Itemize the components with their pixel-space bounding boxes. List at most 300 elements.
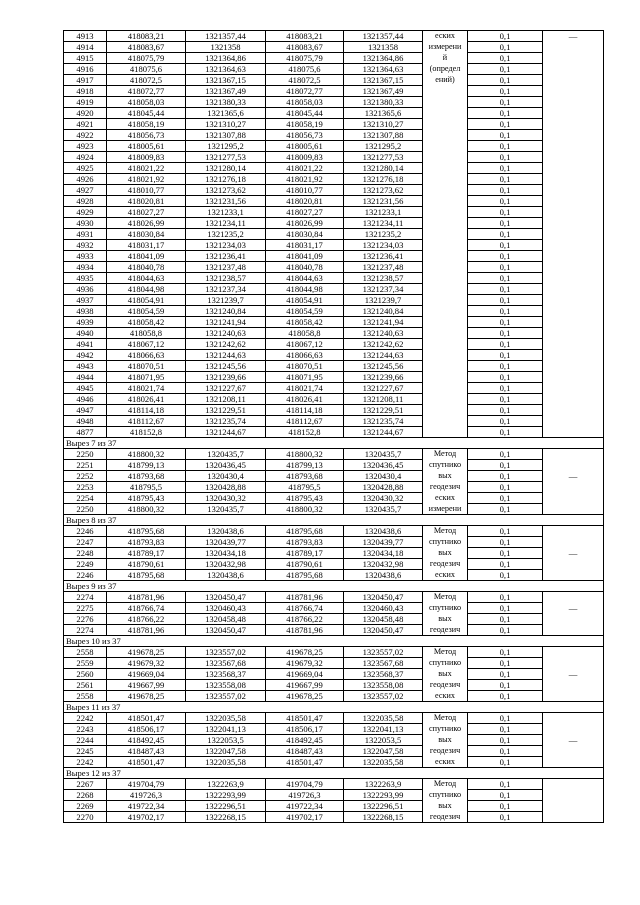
accuracy-value: 0,1	[468, 273, 543, 284]
table-row	[64, 526, 604, 537]
x-new: 418793,68	[266, 471, 344, 482]
note-cell	[543, 196, 604, 207]
point-number: 4927	[64, 185, 107, 196]
x-existing: 418054,91	[107, 295, 186, 306]
note-cell	[543, 790, 604, 801]
method-cell	[423, 339, 468, 350]
point-number: 4932	[64, 240, 107, 251]
x-existing: 418790,61	[107, 559, 186, 570]
x-existing: 418058,03	[107, 97, 186, 108]
y-existing: 1321244,63	[186, 350, 266, 361]
accuracy-value: 0,1	[468, 64, 543, 75]
table-row	[64, 295, 604, 306]
x-existing: 418058,42	[107, 317, 186, 328]
accuracy-value: 0,1	[468, 251, 543, 262]
method-cell	[423, 163, 468, 174]
accuracy-value: 0,1	[468, 141, 543, 152]
note-cell	[543, 460, 604, 471]
y-existing: 1322035,58	[186, 757, 266, 768]
y-existing: 1321240,63	[186, 328, 266, 339]
table-row	[64, 108, 604, 119]
y-existing: 1320438,6	[186, 526, 266, 537]
y-new: 1320435,7	[344, 504, 423, 515]
x-existing: 418044,63	[107, 273, 186, 284]
method-cell	[423, 317, 468, 328]
note-cell	[543, 416, 604, 427]
method-cell	[423, 97, 468, 108]
table-row	[64, 405, 604, 416]
table-row	[64, 53, 604, 64]
accuracy-value: 0,1	[468, 416, 543, 427]
x-existing: 419678,25	[107, 691, 186, 702]
note-cell	[543, 53, 604, 64]
note-cell	[543, 647, 604, 658]
table-row	[64, 493, 604, 504]
x-new: 418795,68	[266, 570, 344, 581]
method-cell	[423, 218, 468, 229]
point-number: 2561	[64, 680, 107, 691]
point-number: 4920	[64, 108, 107, 119]
y-new: 1321233,1	[344, 207, 423, 218]
point-number: 2270	[64, 812, 107, 823]
note-cell	[543, 493, 604, 504]
x-new: 418075,6	[266, 64, 344, 75]
method-cell: геодезич	[423, 812, 468, 823]
point-number: 2274	[64, 625, 107, 636]
point-number: 2248	[64, 548, 107, 559]
method-cell: Метод	[423, 647, 468, 658]
note-cell	[543, 273, 604, 284]
section-header-row	[64, 581, 604, 592]
point-number: 4934	[64, 262, 107, 273]
y-new: 1320438,6	[344, 526, 423, 537]
accuracy-value: 0,1	[468, 207, 543, 218]
y-existing: 1321364,63	[186, 64, 266, 75]
note-cell	[543, 240, 604, 251]
y-existing: 1323557,02	[186, 647, 266, 658]
table-row	[64, 416, 604, 427]
y-existing: 1320460,43	[186, 603, 266, 614]
accuracy-value: 0,1	[468, 757, 543, 768]
accuracy-value: 0,1	[468, 383, 543, 394]
x-existing: 418793,83	[107, 537, 186, 548]
accuracy-value: 0,1	[468, 691, 543, 702]
table-row	[64, 592, 604, 603]
note-cell	[543, 350, 604, 361]
y-new: 1321367,49	[344, 86, 423, 97]
table-row	[64, 174, 604, 185]
section-title: Вырез 9 из 37	[64, 581, 604, 592]
accuracy-value: 0,1	[468, 295, 543, 306]
x-existing: 418040,78	[107, 262, 186, 273]
x-existing: 418071,95	[107, 372, 186, 383]
accuracy-value: 0,1	[468, 724, 543, 735]
note-cell	[543, 86, 604, 97]
y-existing: 1321277,53	[186, 152, 266, 163]
y-existing: 1323568,37	[186, 669, 266, 680]
x-existing: 418800,32	[107, 504, 186, 515]
accuracy-value: 0,1	[468, 449, 543, 460]
method-cell: спутнико	[423, 790, 468, 801]
table-row	[64, 97, 604, 108]
y-new: 1321237,34	[344, 284, 423, 295]
section-header-row	[64, 515, 604, 526]
x-existing: 418021,74	[107, 383, 186, 394]
y-new: 1321234,03	[344, 240, 423, 251]
x-new: 418487,43	[266, 746, 344, 757]
x-existing: 418789,17	[107, 548, 186, 559]
x-new: 418766,74	[266, 603, 344, 614]
point-number: 4948	[64, 416, 107, 427]
table-row	[64, 350, 604, 361]
y-new: 1321208,11	[344, 394, 423, 405]
x-existing: 418083,67	[107, 42, 186, 53]
note-cell	[543, 317, 604, 328]
x-new: 419726,3	[266, 790, 344, 801]
y-new: 1321234,11	[344, 218, 423, 229]
y-existing: 1320436,45	[186, 460, 266, 471]
point-number: 4946	[64, 394, 107, 405]
note-cell	[543, 724, 604, 735]
table-row	[64, 251, 604, 262]
y-existing: 1321231,56	[186, 196, 266, 207]
method-cell	[423, 130, 468, 141]
table-row	[64, 559, 604, 570]
point-number: 4929	[64, 207, 107, 218]
table-row	[64, 680, 604, 691]
y-new: 1321276,18	[344, 174, 423, 185]
x-existing: 418072,77	[107, 86, 186, 97]
y-existing: 1321238,57	[186, 273, 266, 284]
table-row	[64, 152, 604, 163]
accuracy-value: 0,1	[468, 647, 543, 658]
x-new: 418066,63	[266, 350, 344, 361]
point-number: 4940	[64, 328, 107, 339]
table-row	[64, 460, 604, 471]
note-cell	[543, 328, 604, 339]
y-new: 1320458,48	[344, 614, 423, 625]
x-new: 418027,27	[266, 207, 344, 218]
accuracy-value: 0,1	[468, 185, 543, 196]
accuracy-value: 0,1	[468, 53, 543, 64]
x-existing: 418005,61	[107, 141, 186, 152]
y-existing: 1320439,77	[186, 537, 266, 548]
y-new: 1323557,02	[344, 647, 423, 658]
point-number: 2558	[64, 647, 107, 658]
accuracy-value: 0,1	[468, 284, 543, 295]
x-existing: 418795,68	[107, 526, 186, 537]
point-number: 2560	[64, 669, 107, 680]
table-row	[64, 86, 604, 97]
accuracy-value: 0,1	[468, 328, 543, 339]
y-new: 1321227,67	[344, 383, 423, 394]
accuracy-value: 0,1	[468, 537, 543, 548]
x-new: 418800,32	[266, 449, 344, 460]
point-number: 2559	[64, 658, 107, 669]
table-row	[64, 64, 604, 75]
x-existing: 419704,79	[107, 779, 186, 790]
x-new: 418067,12	[266, 339, 344, 350]
y-new: 1320430,32	[344, 493, 423, 504]
y-new: 1321244,63	[344, 350, 423, 361]
x-existing: 419678,25	[107, 647, 186, 658]
table-row	[64, 42, 604, 53]
x-existing: 418045,44	[107, 108, 186, 119]
x-new: 418070,51	[266, 361, 344, 372]
note-cell	[543, 119, 604, 130]
y-new: 1321239,66	[344, 372, 423, 383]
y-new: 1321240,84	[344, 306, 423, 317]
x-existing: 418031,17	[107, 240, 186, 251]
note-cell	[543, 185, 604, 196]
x-existing: 418030,84	[107, 229, 186, 240]
point-number: 4918	[64, 86, 107, 97]
method-cell	[423, 361, 468, 372]
method-cell: Метод	[423, 713, 468, 724]
x-new: 418766,22	[266, 614, 344, 625]
note-cell	[543, 42, 604, 53]
x-existing: 418021,92	[107, 174, 186, 185]
x-new: 418506,17	[266, 724, 344, 735]
y-existing: 1321357,44	[186, 31, 266, 42]
point-number: 4942	[64, 350, 107, 361]
method-cell: й	[423, 53, 468, 64]
accuracy-value: 0,1	[468, 405, 543, 416]
method-cell	[423, 350, 468, 361]
table-row	[64, 339, 604, 350]
y-new: 1321238,57	[344, 273, 423, 284]
x-existing: 418795,43	[107, 493, 186, 504]
note-cell	[543, 251, 604, 262]
y-existing: 1321239,66	[186, 372, 266, 383]
note-cell	[543, 449, 604, 460]
y-existing: 1321307,88	[186, 130, 266, 141]
method-cell: вых	[423, 735, 468, 746]
x-existing: 418058,8	[107, 328, 186, 339]
table-row	[64, 537, 604, 548]
y-new: 1321242,62	[344, 339, 423, 350]
x-new: 418075,79	[266, 53, 344, 64]
x-new: 418781,96	[266, 592, 344, 603]
x-existing: 418054,59	[107, 306, 186, 317]
note-cell	[543, 130, 604, 141]
y-existing: 1322041,13	[186, 724, 266, 735]
table-row	[64, 317, 604, 328]
table-row	[64, 504, 604, 515]
note-cell: —	[543, 471, 604, 482]
y-new: 1321229,51	[344, 405, 423, 416]
x-new: 418152,8	[266, 427, 344, 438]
point-number: 2268	[64, 790, 107, 801]
x-existing: 418044,98	[107, 284, 186, 295]
table-row	[64, 691, 604, 702]
section-header-row	[64, 438, 604, 449]
table-row	[64, 328, 604, 339]
point-number: 4930	[64, 218, 107, 229]
accuracy-value: 0,1	[468, 482, 543, 493]
note-cell	[543, 141, 604, 152]
method-cell	[423, 207, 468, 218]
note-cell: —	[543, 603, 604, 614]
note-cell	[543, 75, 604, 86]
method-cell: еских	[423, 757, 468, 768]
accuracy-value: 0,1	[468, 603, 543, 614]
point-number: 2254	[64, 493, 107, 504]
x-new: 418044,98	[266, 284, 344, 295]
x-existing: 418010,77	[107, 185, 186, 196]
y-existing: 1321245,56	[186, 361, 266, 372]
point-number: 2242	[64, 757, 107, 768]
table-row	[64, 141, 604, 152]
x-existing: 419667,99	[107, 680, 186, 691]
y-existing: 1321237,48	[186, 262, 266, 273]
x-existing: 418795,68	[107, 570, 186, 581]
y-existing: 1321365,6	[186, 108, 266, 119]
x-new: 418071,95	[266, 372, 344, 383]
x-new: 418030,84	[266, 229, 344, 240]
table-row	[64, 735, 604, 746]
x-new: 418789,17	[266, 548, 344, 559]
accuracy-value: 0,1	[468, 31, 543, 42]
y-existing: 1320432,98	[186, 559, 266, 570]
accuracy-value: 0,1	[468, 361, 543, 372]
x-new: 418021,74	[266, 383, 344, 394]
point-number: 2242	[64, 713, 107, 724]
method-cell	[423, 416, 468, 427]
method-cell: геодезич	[423, 680, 468, 691]
table-row	[64, 273, 604, 284]
point-number: 4913	[64, 31, 107, 42]
y-existing: 1320434,18	[186, 548, 266, 559]
point-number: 2253	[64, 482, 107, 493]
x-new: 418056,73	[266, 130, 344, 141]
method-cell: измерени	[423, 504, 468, 515]
y-existing: 1321237,34	[186, 284, 266, 295]
method-cell	[423, 383, 468, 394]
y-existing: 1320450,47	[186, 592, 266, 603]
section-title: Вырез 11 из 37	[64, 702, 604, 713]
accuracy-value: 0,1	[468, 614, 543, 625]
point-number: 2276	[64, 614, 107, 625]
y-new: 1321364,63	[344, 64, 423, 75]
accuracy-value: 0,1	[468, 460, 543, 471]
table-row	[64, 383, 604, 394]
accuracy-value: 0,1	[468, 86, 543, 97]
accuracy-value: 0,1	[468, 196, 543, 207]
y-new: 1322293,99	[344, 790, 423, 801]
x-new: 418058,42	[266, 317, 344, 328]
method-cell	[423, 427, 468, 438]
accuracy-value: 0,1	[468, 152, 543, 163]
point-number: 4925	[64, 163, 107, 174]
note-cell	[543, 163, 604, 174]
table-row	[64, 548, 604, 559]
note-cell	[543, 746, 604, 757]
section-header-row	[64, 768, 604, 779]
y-existing: 1321242,62	[186, 339, 266, 350]
y-new: 1321239,7	[344, 295, 423, 306]
y-new: 1323558,08	[344, 680, 423, 691]
method-cell: еских	[423, 493, 468, 504]
table-row	[64, 207, 604, 218]
note-cell	[543, 801, 604, 812]
y-existing: 1321227,67	[186, 383, 266, 394]
y-new: 1321244,67	[344, 427, 423, 438]
point-number: 4928	[64, 196, 107, 207]
table-row	[64, 306, 604, 317]
x-new: 418795,5	[266, 482, 344, 493]
table-row	[64, 713, 604, 724]
accuracy-value: 0,1	[468, 658, 543, 669]
x-existing: 418795,5	[107, 482, 186, 493]
x-new: 418795,68	[266, 526, 344, 537]
accuracy-value: 0,1	[468, 812, 543, 823]
point-number: 4947	[64, 405, 107, 416]
x-existing: 418027,27	[107, 207, 186, 218]
y-existing: 1321295,2	[186, 141, 266, 152]
point-number: 2249	[64, 559, 107, 570]
table-row	[64, 218, 604, 229]
x-new: 419679,32	[266, 658, 344, 669]
method-cell	[423, 196, 468, 207]
y-existing: 1320428,88	[186, 482, 266, 493]
y-existing: 1322293,99	[186, 790, 266, 801]
point-number: 4926	[64, 174, 107, 185]
accuracy-value: 0,1	[468, 130, 543, 141]
point-number: 2246	[64, 570, 107, 581]
y-new: 1321240,63	[344, 328, 423, 339]
y-new: 1320430,4	[344, 471, 423, 482]
note-cell: —	[543, 735, 604, 746]
x-new: 418083,21	[266, 31, 344, 42]
x-existing: 418766,22	[107, 614, 186, 625]
x-existing: 418487,43	[107, 746, 186, 757]
table-row	[64, 229, 604, 240]
point-number: 4877	[64, 427, 107, 438]
x-new: 418501,47	[266, 713, 344, 724]
note-cell: —	[543, 31, 604, 42]
accuracy-value: 0,1	[468, 713, 543, 724]
table-row	[64, 75, 604, 86]
point-number: 2244	[64, 735, 107, 746]
note-cell	[543, 691, 604, 702]
y-existing: 1322268,15	[186, 812, 266, 823]
accuracy-value: 0,1	[468, 240, 543, 251]
x-new: 418040,78	[266, 262, 344, 273]
y-new: 1320434,18	[344, 548, 423, 559]
y-existing: 1322296,51	[186, 801, 266, 812]
accuracy-value: 0,1	[468, 471, 543, 482]
table-row	[64, 757, 604, 768]
method-cell: (определ	[423, 64, 468, 75]
method-cell	[423, 262, 468, 273]
accuracy-value: 0,1	[468, 119, 543, 130]
note-cell	[543, 757, 604, 768]
method-cell	[423, 372, 468, 383]
y-new: 1321241,94	[344, 317, 423, 328]
y-existing: 1321233,1	[186, 207, 266, 218]
y-new: 1320436,45	[344, 460, 423, 471]
method-cell: Метод	[423, 449, 468, 460]
method-cell: еских	[423, 570, 468, 581]
y-new: 1321367,15	[344, 75, 423, 86]
table-row	[64, 427, 604, 438]
table-row	[64, 372, 604, 383]
point-number: 4933	[64, 251, 107, 262]
x-existing: 418083,21	[107, 31, 186, 42]
method-cell	[423, 284, 468, 295]
y-new: 1322263,9	[344, 779, 423, 790]
